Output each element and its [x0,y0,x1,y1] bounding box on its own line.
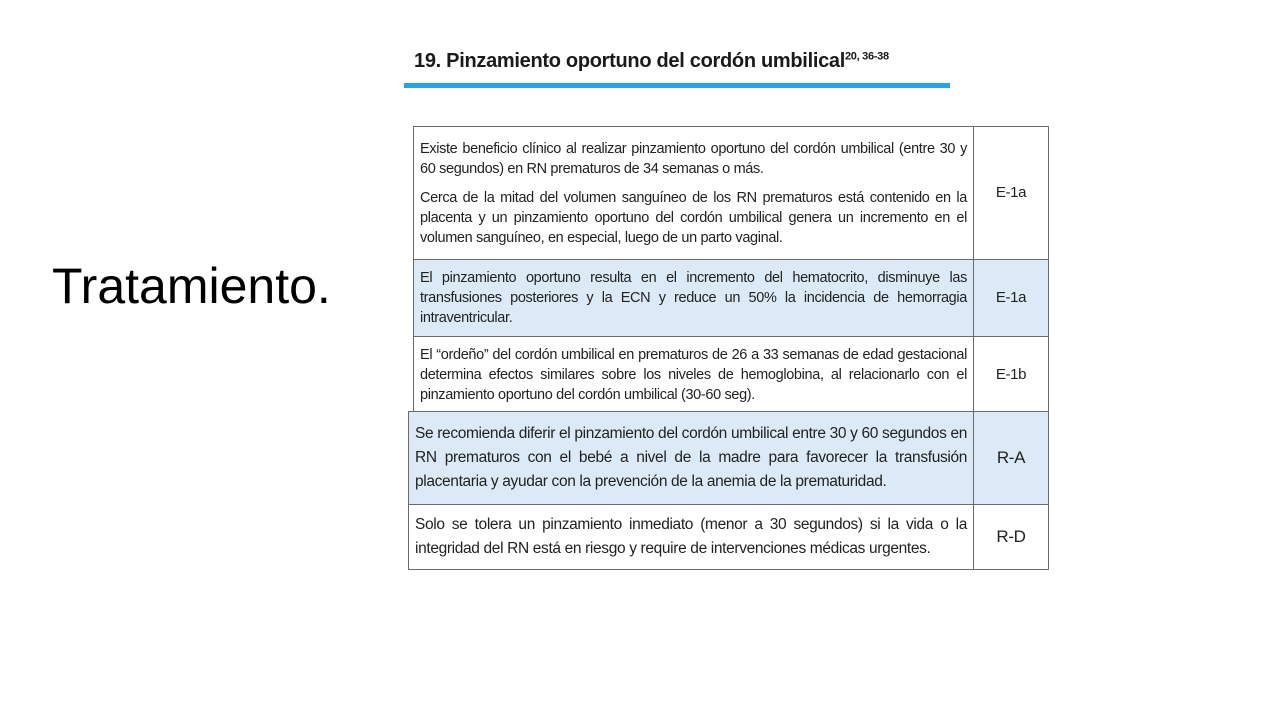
slide-title: Tratamiento. [52,258,331,314]
recommendation-level-cell: R-A [974,412,1049,505]
section-heading-refs: 20, 36-38 [844,50,889,63]
evidence-level-cell: E-1a [974,127,1049,260]
evidence-table [413,126,1049,414]
section-heading-label: 19. Pinzamiento oportuno del cordón umbilical [414,50,845,72]
evidence-row [414,337,1049,414]
evidence-text-cell [414,127,974,260]
evidence-row [414,127,1049,260]
recommendation-row [409,505,1049,570]
evidence-level-cell: E-1b [974,337,1049,414]
evidence-paragraph: Cerca de la mitad del volumen sanguíneo de los RN prematuros está contenido en la placenta y un pinzamiento oportuno del cordón umbilical genera un incremento en el volumen sanguíneo, en especial, luego de un parto vaginal. [420,189,967,246]
section-heading-text [414,50,889,73]
recommendation-text-cell: Solo se tolera un pinzamiento inmediato (menor a 30 segundos) si la vida o la integridad del RN está en riesgo y require de intervenciones médicas urgentes. [409,505,974,570]
section-heading [404,44,950,88]
evidence-row [414,260,1049,337]
recommendation-text-cell: Se recomienda diferir el pinzamiento del cordón umbilical entre 30 y 60 segundos en RN prematuros con el bebé a nivel de la madre para favorecer la transfusión placentaria y ayudar con la prevención de la anemia de la prematuridad. [409,412,974,505]
evidence-paragraph: Existe beneficio clínico al realizar pinzamiento oportuno del cordón umbilical (entre 30 y 60 segundos) en RN prematuros de 34 semanas o más. [420,140,967,177]
evidence-text-cell: El “ordeño” del cordón umbilical en prematuros de 26 a 33 semanas de edad gestacional determina efectos similares sobre los niveles de hemoglobina, al relacionarlo con el pinzamiento oportuno del cordón umbilical (30-60 seg). [414,337,974,414]
evidence-level-cell: E-1a [974,260,1049,337]
recommendation-row [409,412,1049,505]
recommendation-table [408,411,1049,570]
recommendation-level-cell: R-D [974,505,1049,570]
evidence-text-cell: El pinzamiento oportuno resulta en el incremento del hematocrito, disminuye las transfusiones posteriores y la ECN y reduce un 50% la incidencia de hemorragia intraventricular. [414,260,974,337]
